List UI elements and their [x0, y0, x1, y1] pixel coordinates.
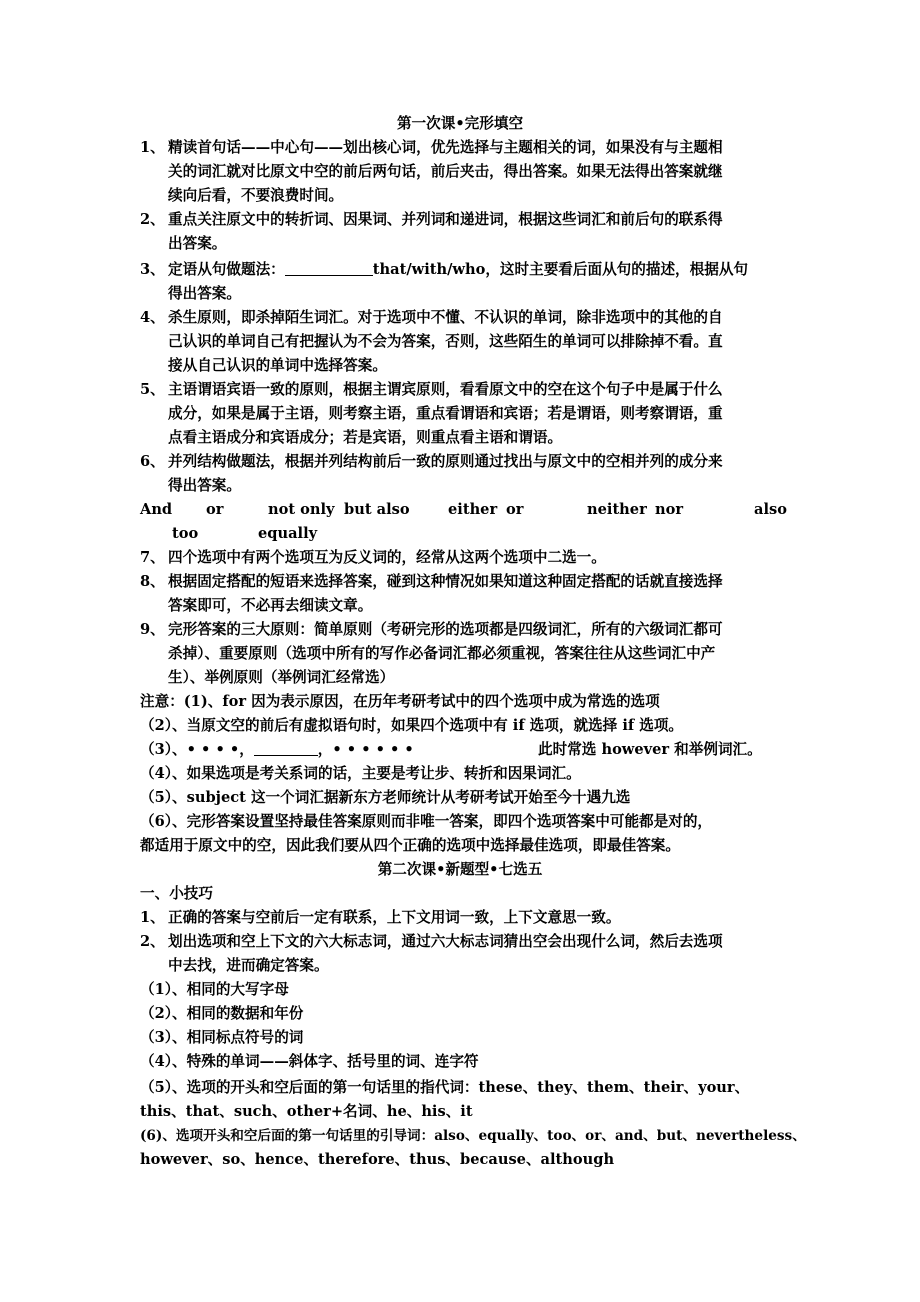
item5-number: 5、 — [140, 381, 165, 398]
item7-number: 7、 — [140, 549, 165, 566]
tip2-line1: 划出选项和空上下文的六大标志词，通过六大标志词猜出空会出现什么词，然后去选项 — [168, 933, 723, 950]
item9-line3: 生）、举例原则（举例词汇经常选） — [168, 669, 395, 686]
tip1-number: 1、 — [140, 909, 165, 926]
item5-line2: 成分，如果是属于主语，则考察主语，重点看谓语和宾语；若是谓语，则考察谓语，重 — [168, 405, 723, 422]
item3-prefix: 定语从句做题法： — [168, 261, 285, 278]
fill-blank — [254, 741, 318, 756]
item6-number: 6、 — [140, 453, 165, 470]
note-6-line1: （6）、完形答案设置坚持最佳答案原则而非唯一答案，即四个选项答案中可能都是对的， — [140, 813, 713, 830]
note-1: 注意：(1)、for 因为表示原因，在历年考研考试中的四个选项中成为常选的选项 — [140, 693, 660, 710]
mark-2: （2）、相同的数据和年份 — [140, 1005, 304, 1022]
note-5: （5）、subject 这一个词汇据新东方老师统计从考研考试开始至今十遇九选 — [140, 789, 631, 806]
item8-number: 8、 — [140, 573, 165, 590]
item1-line3: 续向后看，不要浪费时间。 — [168, 187, 344, 204]
item9-line2: 杀掉）、重要原则（选项中所有的写作必备词汇都必须重视，答案往往从这些词汇中产 — [168, 645, 716, 662]
item3-line2: 得出答案。 — [168, 285, 241, 302]
conj-word: equally — [258, 525, 318, 542]
item5-line1: 主语谓语宾语一致的原则，根据主谓宾原则，看看原文中的空在这个句子中是属于什么 — [168, 381, 723, 398]
item5-line3: 点看主语成分和宾语成分；若是宾语，则重点看主语和谓语。 — [168, 429, 563, 446]
item4-line2: 己认识的单词自己有把握认为不会为答案，否则，这些陌生的单词可以排除掉不看。直 — [168, 333, 723, 350]
mark-3: （3）、相同标点符号的词 — [140, 1029, 304, 1046]
note-4: （4）、如果选项是考关系词的话，主要是考让步、转折和因果词汇。 — [140, 765, 581, 782]
tip2-line2: 中去找，进而确定答案。 — [168, 957, 329, 974]
conj-word: also — [754, 501, 787, 518]
item4-line3: 接从自己认识的单词中选择答案。 — [168, 357, 387, 374]
conj-word: not only — [268, 501, 335, 518]
conj-word: either — [448, 501, 498, 518]
item7-line1: 四个选项中有两个选项互为反义词的，经常从这两个选项中二选一。 — [168, 549, 606, 566]
item4-number: 4、 — [140, 309, 165, 326]
mark-5-line2: this、that、such、other+名词、he、his、it — [140, 1103, 473, 1120]
item6-line2: 得出答案。 — [168, 477, 241, 494]
mark-4: （4）、特殊的单词——斜体字、括号里的词、连字符 — [140, 1053, 479, 1070]
fill-blank — [285, 261, 373, 276]
note-6-line2: 都适用于原文中的空，因此我们要从四个正确的选项中选择最佳选项，即最佳答案。 — [140, 837, 680, 854]
conj-word: but also — [344, 501, 410, 518]
conj-word: And — [140, 501, 173, 518]
note-3-dots-a: （3）、• • • •， — [140, 741, 254, 758]
tip2-number: 2、 — [140, 933, 165, 950]
lesson2-title: 第二次课•新题型•七选五 — [377, 861, 543, 878]
item9-line1: 完形答案的三大原则：简单原则（考研完形的选项都是四级词汇，所有的六级词汇都可 — [168, 621, 723, 638]
item6-line1: 并列结构做题法，根据并列结构前后一致的原则通过找出与原文中的空相并列的成分来 — [168, 453, 723, 470]
item3-line1 — [168, 260, 748, 280]
note-3 — [140, 740, 414, 760]
item1-line2: 关的词汇就对比原文中空的前后两句话，前后夹击，得出答案。如果无法得出答案就继 — [168, 163, 723, 180]
item2-line1: 重点关注原文中的转折词、因果词、并列词和递进词，根据这些词汇和前后句的联系得 — [168, 211, 723, 228]
item2-number: 2、 — [140, 211, 165, 228]
item9-number: 9、 — [140, 621, 165, 638]
note-3-text: 此时常选 however 和举例词汇。 — [538, 741, 762, 758]
section-heading: 一、小技巧 — [140, 885, 213, 902]
conj-word: or — [206, 501, 224, 518]
mark-6-line1: (6)、选项开头和空后面的第一句话里的引导词：also、equally、too、or、and、but、nevertheless、 — [140, 1128, 806, 1144]
conj-word: nor — [655, 501, 684, 518]
item2-line2: 出答案。 — [168, 235, 227, 252]
conj-word: neither — [587, 501, 647, 518]
item8-line1: 根据固定搭配的短语来选择答案，碰到这种情况如果知道这种固定搭配的话就直接选择 — [168, 573, 723, 590]
tip1-line1: 正确的答案与空前后一定有联系，上下文用词一致，上下文意思一致。 — [168, 909, 621, 926]
item4-line1: 杀生原则，即杀掉陌生词汇。对于选项中不懂、不认识的单词，除非选项中的其他的自 — [168, 309, 723, 326]
mark-6-line2: however、so、hence、therefore、thus、because、although — [140, 1151, 615, 1168]
item3-number: 3、 — [140, 261, 165, 278]
note-3-dots-b: ，• • • • • • — [317, 741, 414, 758]
conj-word: too — [172, 525, 199, 542]
item1-line1: 精读首句话——中心句——划出核心词，优先选择与主题相关的词，如果没有与主题相 — [168, 139, 723, 156]
item1-number: 1、 — [140, 139, 165, 156]
item8-line2: 答案即可，不必再去细读文章。 — [168, 597, 373, 614]
note-2: （2）、当原文空的前后有虚拟语句时，如果四个选项中有 if 选项，就选择 if 选项。 — [140, 717, 684, 734]
mark-5-line1: （5）、选项的开头和空后面的第一句话里的指代词：these、they、them、their、your、 — [140, 1079, 750, 1096]
item3-suffix: that/with/who，这时主要看后面从句的描述，根据从句 — [372, 261, 749, 278]
mark-1: （1）、相同的大写字母 — [140, 981, 289, 998]
lesson1-title: 第一次课•完形填空 — [396, 115, 524, 132]
conj-word: or — [506, 501, 524, 518]
